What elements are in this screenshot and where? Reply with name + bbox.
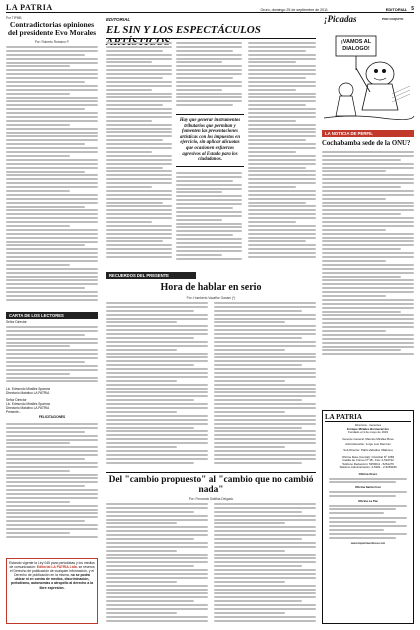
directory-address-1: Oficina Ruta (Central): Cristóbal Nº 1683 xyxy=(341,454,395,459)
masthead-date: Oruro, domingo 25 de septiembre de 2011 xyxy=(260,8,328,12)
opinion-col1 xyxy=(106,302,208,468)
directory-office-santacruz: Oficina Santa Cruz xyxy=(355,485,381,490)
directory-office-oruro: Oficina Oruro xyxy=(358,471,378,476)
editorial-title: EL SIN Y LOS ESPECTÁCULOS xyxy=(106,24,261,36)
directory-office-oruro-lines xyxy=(329,478,407,484)
letter2-intro: Señor Director xyxy=(6,398,27,402)
letter2-title: FELICITACIONES xyxy=(38,415,66,419)
perfil-headline: Cochabamba sede de la ONU? xyxy=(322,140,411,147)
masthead-section: EDITORIAL xyxy=(385,7,408,12)
opinion-byline: Por: Humberto Vacaflor Ganam (*) xyxy=(186,296,236,300)
directory-director-role: Directora - Gerentes xyxy=(354,423,382,427)
col1-headline: Contradictorias opiniones del presidente Evo Morales xyxy=(7,20,97,37)
opinion-section-label: RECUERDOS DEL PRESENTE xyxy=(106,272,196,279)
editorial-col2-bottom xyxy=(176,172,242,266)
directory-office-lapaz: Oficina La Paz xyxy=(358,498,378,503)
legal-notice-brand: Editorial LA PATRIA Ltda. xyxy=(36,565,78,570)
letter1-signer-role: Directorio Matutino LA PATRIA xyxy=(6,391,50,395)
letter2-heading xyxy=(6,398,98,419)
cambio-col2 xyxy=(214,503,316,625)
legal-notice-box xyxy=(6,558,98,624)
perfil-body xyxy=(322,151,414,361)
directory-address-2: Casilla de Correo Nº 48 - Fax: 2-524722 xyxy=(342,458,394,463)
directory-extra-lines xyxy=(329,517,407,538)
directory-general-manager: Gerente General: Marcelo Miralles Bove xyxy=(342,436,394,441)
cartoon-brand: ¡Picadas xyxy=(324,14,357,24)
editorial-label: EDITORIAL xyxy=(106,17,131,22)
legal-notice-lead: Estando vigente la Ley 045 para periodistas y los medios de comunicación: xyxy=(9,561,95,570)
directory-box xyxy=(322,410,414,624)
page-number: 5 xyxy=(411,6,414,12)
editorial-rule xyxy=(106,38,316,39)
directory-address-3: Teléfono Redacción: 5250011 - 5261270 xyxy=(342,461,394,466)
cartoon-panel xyxy=(322,14,416,124)
masthead-logo: LA PATRIA xyxy=(6,3,53,12)
letter2-presente: Presente.- xyxy=(6,410,21,414)
cartoon-sign-line1: ¡VAMOS AL xyxy=(340,39,372,45)
editorial-col3 xyxy=(248,42,316,266)
letter2-body xyxy=(6,423,98,543)
directory-logo: LA PATRIA xyxy=(325,413,411,422)
directory-director: Enrique Miralles Bonnecarrère xyxy=(347,426,389,431)
perfil-label: LA NOTICIA DE PERFIL xyxy=(322,130,414,137)
cartoon-sign xyxy=(336,39,376,52)
cambio-byline: Por: Fernando Saliñas Delgado xyxy=(188,497,234,501)
letters-header: CARTA DE LOS LECTORES xyxy=(6,312,98,319)
legal-notice-bold: no se podrá ubicar ni en contra de medios, discriminación, periodismo, autonomías o atropello al derecho a la libre expresión. xyxy=(11,573,93,590)
editorial-col2-top xyxy=(176,42,242,112)
opinion-col2 xyxy=(214,302,316,468)
letter1-signer: Lic. Edmundo Mirallés Sparrow xyxy=(6,387,51,391)
directory-office-santacruz-lines xyxy=(329,491,407,497)
col1-kicker: Por TIPMB xyxy=(6,16,22,20)
directory-office-lapaz-lines xyxy=(329,505,407,515)
col1-body xyxy=(6,46,98,310)
legal-notice-rest: se reserva el Derecho de publicación de cualquier información, y el Derecho de publicación en la misma, xyxy=(9,565,95,578)
editorial-pull-quote: Hay que generar instrumentos tributarios que permitan y fomenten las presentaciones artísticas con los impuestos en ejercicio, sin aplicar alícuotas que ocasionen esfuerzos agresivos al Estado para los ciudadanos. xyxy=(176,114,244,167)
col1-byline: Por: Roberto Romano P. xyxy=(34,40,70,44)
letter1-body xyxy=(6,326,98,386)
cartoon-author: POR COQUITO xyxy=(382,17,404,21)
directory-address-4: Teléfono Administración: 2-5281 - 2-5281180 xyxy=(339,465,397,470)
cambio-rule xyxy=(106,472,316,473)
masthead xyxy=(6,3,414,13)
letter1-signature xyxy=(6,387,98,395)
cambio-col1 xyxy=(106,503,208,625)
cambio-headline: Del "cambio propuesto" al "cambio que no cambió nada" xyxy=(108,475,314,495)
cartoon-sign-line2: DIALOGO! xyxy=(342,45,370,52)
directory-website[interactable]: www.lapatriaenlinea.com xyxy=(350,540,386,545)
directory-admin: Administración: Jorge Luis Ramírez xyxy=(345,442,391,447)
letters-opening: Señor Director: xyxy=(6,320,28,324)
directory-founded: Fundado el 4 de mayo de 1919 xyxy=(347,430,389,435)
editorial-col1 xyxy=(106,42,172,266)
letter2-signer: Lic. Edmundo Mirallés Sparrow xyxy=(6,402,51,406)
directory-subdirector: Sub Director: Pablo Zeballos Villabona xyxy=(343,447,393,452)
cartoon-drawing xyxy=(322,14,416,124)
opinion-headline: Hora de hablar en serio xyxy=(160,282,262,293)
letter2-signer-role: Directorio Matutino LA PATRIA xyxy=(6,406,50,410)
